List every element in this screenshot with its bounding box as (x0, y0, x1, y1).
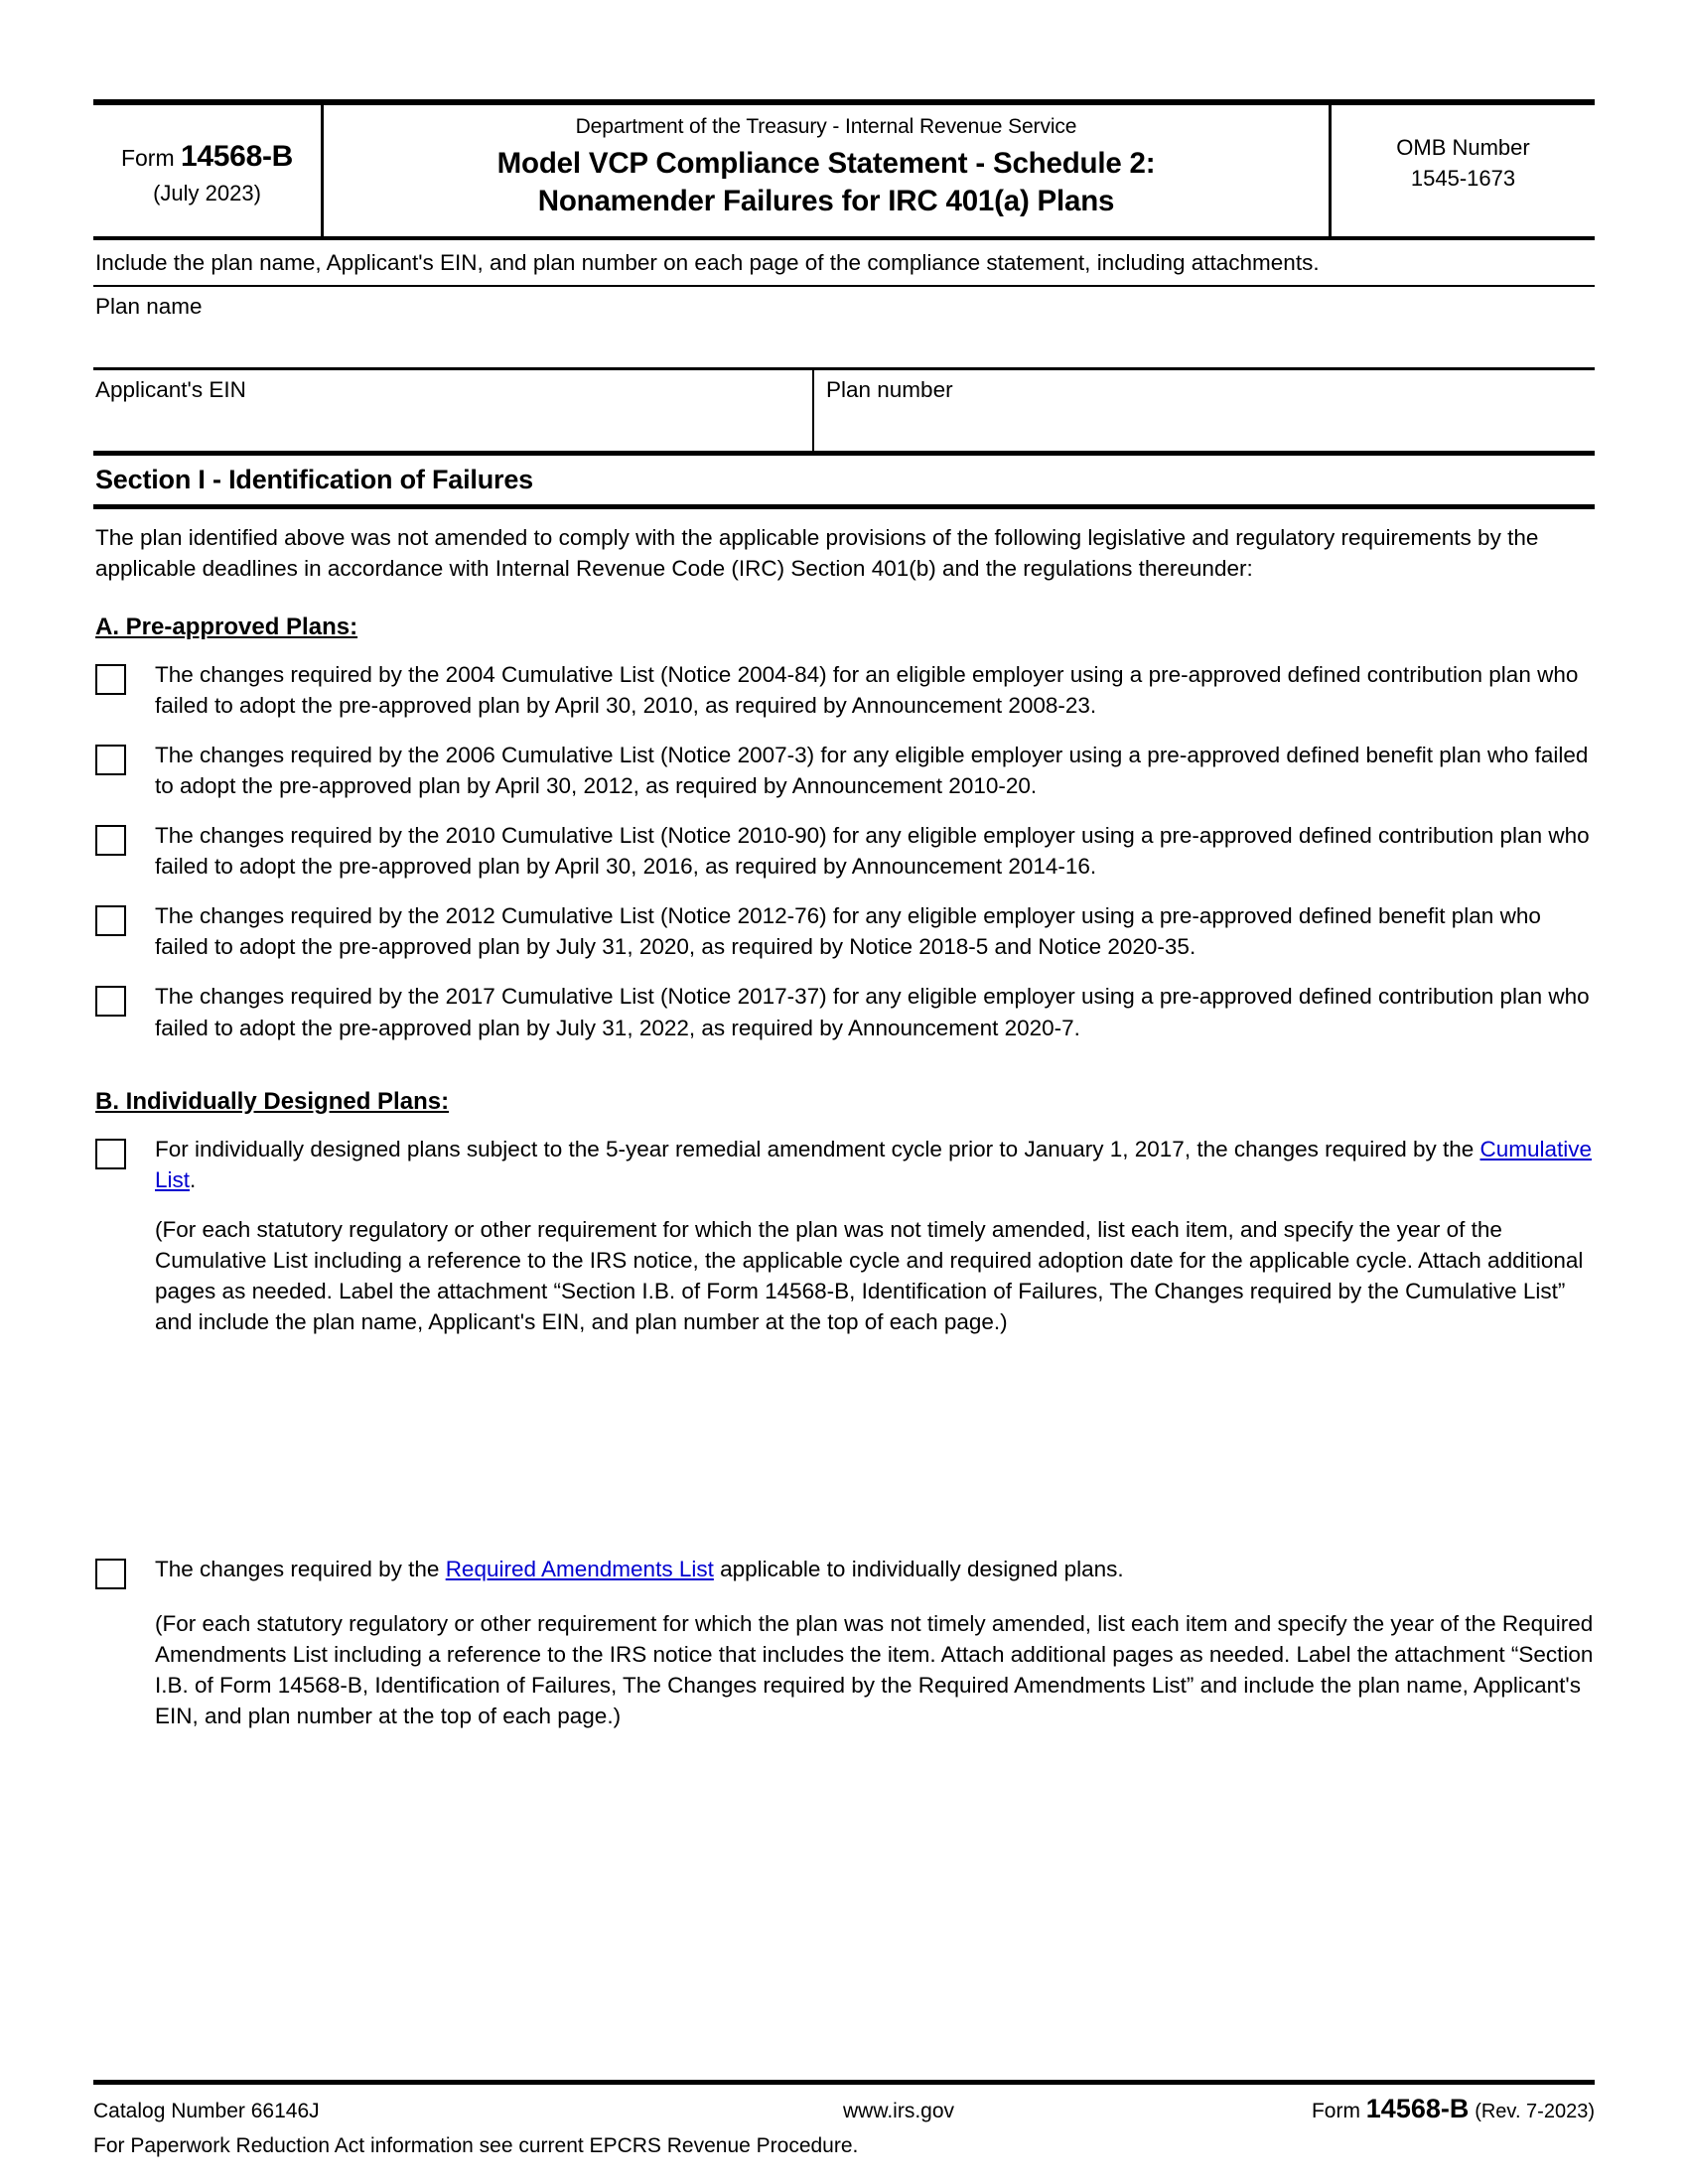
checkbox-b2-text-after: applicable to individually designed plans. (713, 1556, 1124, 1581)
footer-form-number: 14568-B (1365, 2094, 1470, 2123)
footer-form-revision: (Rev. 7-2023) (1475, 2101, 1595, 2122)
part-a-heading: A. Pre-approved Plans: (95, 614, 358, 641)
part-b-item2-note: (For each statutory regulatory or other requirement for which the plan was not timely amended, list each item and specify the year of the Required Amendments List including a reference to the IRS notice that includes the item. Attach additional pages as needed. Label the attachment “Section I.B. of Form 14568-B, Identification of Failures, The Changes required by the Required Amendments List” and include the plan name, Applicant's EIN, and plan number at the top of each page.) (155, 1610, 1594, 1728)
attachment-space-1 (93, 1337, 1595, 1554)
section-1-body (93, 509, 1595, 2059)
plan-number-label: Plan number (826, 377, 953, 402)
department-line: Department of the Treasury - Internal Revenue Service (575, 115, 1077, 138)
form-header (93, 99, 1595, 236)
checkbox-a2[interactable] (95, 745, 126, 775)
page-title-line-2: Nonamender Failures for IRC 401(a) Plans (537, 184, 1115, 217)
irs-website[interactable]: www.irs.gov (842, 2100, 955, 2122)
plan-number-field[interactable] (814, 370, 1595, 451)
checkbox-b2-label (126, 1554, 1595, 1584)
paperwork-reduction-note: For Paperwork Reduction Act information see current EPCRS Revenue Procedure. (93, 2134, 859, 2157)
applicant-ein-label: Applicant's EIN (95, 377, 246, 402)
form-revision-date: (July 2023) (153, 181, 261, 206)
form-footer (93, 2080, 1595, 2158)
footer-form-identifier (1237, 2094, 1595, 2124)
form-prefix-label: Form (120, 144, 175, 171)
checkbox-a1[interactable] (95, 664, 126, 695)
form-number-line (121, 141, 293, 173)
checkbox-a4-label: The changes required by the 2012 Cumulative List (Notice 2012-76) for any eligible employer using a pre-approved defined benefit plan who failed to adopt the pre-approved plan by July 31, 2020, as required by Notice 2018-5 and Notice 2020-35. (155, 903, 1541, 960)
checkbox-a3-label: The changes required by the 2010 Cumulative List (Notice 2010-90) for any eligible employer using a pre-approved defined contribution plan who failed to adopt the pre-approved plan by April 30, 2016, as required by Announcement 2014-16. (155, 823, 1590, 880)
omb-number: 1545-1673 (1410, 166, 1516, 191)
catalog-number: Catalog Number 66146J (93, 2100, 320, 2122)
checkbox-a3[interactable] (95, 825, 126, 856)
page-title (497, 145, 1156, 220)
checkbox-b1[interactable] (95, 1139, 126, 1169)
checkbox-a5[interactable] (95, 986, 126, 1017)
section-1-heading: Section I - Identification of Failures (93, 456, 1595, 509)
checkbox-item-a5[interactable] (93, 981, 1595, 1042)
footer-form-prefix: Form (1311, 2100, 1360, 2122)
form-title-box (324, 105, 1329, 236)
form-number: 14568-B (181, 139, 294, 173)
checkbox-item-b1[interactable] (93, 1134, 1595, 1195)
omb-label: OMB Number (1396, 135, 1530, 160)
checkbox-a4[interactable] (95, 905, 126, 936)
plan-name-label: Plan name (95, 294, 203, 319)
part-b-heading: B. Individually Designed Plans: (95, 1087, 450, 1115)
checkbox-a2-label: The changes required by the 2006 Cumulative List (Notice 2007-3) for any eligible employer using a pre-approved defined benefit plan who failed to adopt the pre-approved plan by April 30, 2012, as required by Announcement 2010-20. (155, 743, 1589, 799)
checkbox-a1-label: The changes required by the 2004 Cumulative List (Notice 2004-84) for an eligible employer using a pre-approved defined contribution plan who failed to adopt the pre-approved plan by April 30, 2010, as required by Announcement 2008-23. (155, 662, 1579, 719)
part-b-item1-note: (For each statutory regulatory or other requirement for which the plan was not timely amended, list each item, and specify the year of the Cumulative List including a reference to the IRS notice, the applicable cycle and required adoption date for the applicable cycle. Attach additional pages as needed. Label the attachment “Section I.B. of Form 14568-B, Identification of Failures, The Changes required by the Cumulative List” and include the plan name, Applicant's EIN, and plan number at the top of each page.) (155, 1216, 1584, 1334)
plan-name-field[interactable] (93, 287, 1595, 370)
checkbox-b2[interactable] (95, 1559, 126, 1589)
footer-row-primary (93, 2094, 1595, 2124)
checkbox-b2-text-before: The changes required by the (155, 1556, 446, 1581)
omb-box (1329, 105, 1595, 236)
checkbox-a5-label: The changes required by the 2017 Cumulative List (Notice 2017-37) for any eligible employer using a pre-approved defined contribution plan who failed to adopt the pre-approved plan by July 31, 2022, as required by Announcement 2020-7. (155, 984, 1590, 1040)
required-amendments-list-link[interactable]: Required Amendments List (445, 1556, 714, 1581)
checkbox-item-a2[interactable] (93, 740, 1595, 801)
cumulative-list-link[interactable]: Cumulative List (155, 1136, 1593, 1192)
checkbox-item-a3[interactable] (93, 820, 1595, 882)
attachment-space-2 (93, 1731, 1595, 2059)
checkbox-item-b2[interactable] (93, 1554, 1595, 1589)
applicant-ein-field[interactable] (93, 370, 814, 451)
ein-plannumber-row (93, 370, 1595, 456)
form-content-area (93, 0, 1595, 2184)
include-instruction: Include the plan name, Applicant's EIN, and plan number on each page of the compliance statement, including attachments. (93, 236, 1595, 287)
page-title-line-1: Model VCP Compliance Statement - Schedule 2: (496, 147, 1156, 180)
checkbox-item-a4[interactable] (93, 900, 1595, 962)
checkbox-b1-text-after: . (190, 1166, 197, 1192)
form-identifier-box (93, 105, 324, 236)
section-1-intro: The plan identified above was not amended to comply with the applicable provisions of the following legislative and regulatory requirements by the applicable deadlines in accordance with Internal Revenue Code (IRC) Section 401(b) and the regulations thereunder: (95, 525, 1539, 582)
checkbox-b1-text-before: For individually designed plans subject to the 5-year remedial amendment cycle prior to January 1, 2017, the changes required by the (155, 1136, 1480, 1161)
checkbox-b1-label (126, 1134, 1595, 1195)
checkbox-item-a1[interactable] (93, 659, 1595, 721)
